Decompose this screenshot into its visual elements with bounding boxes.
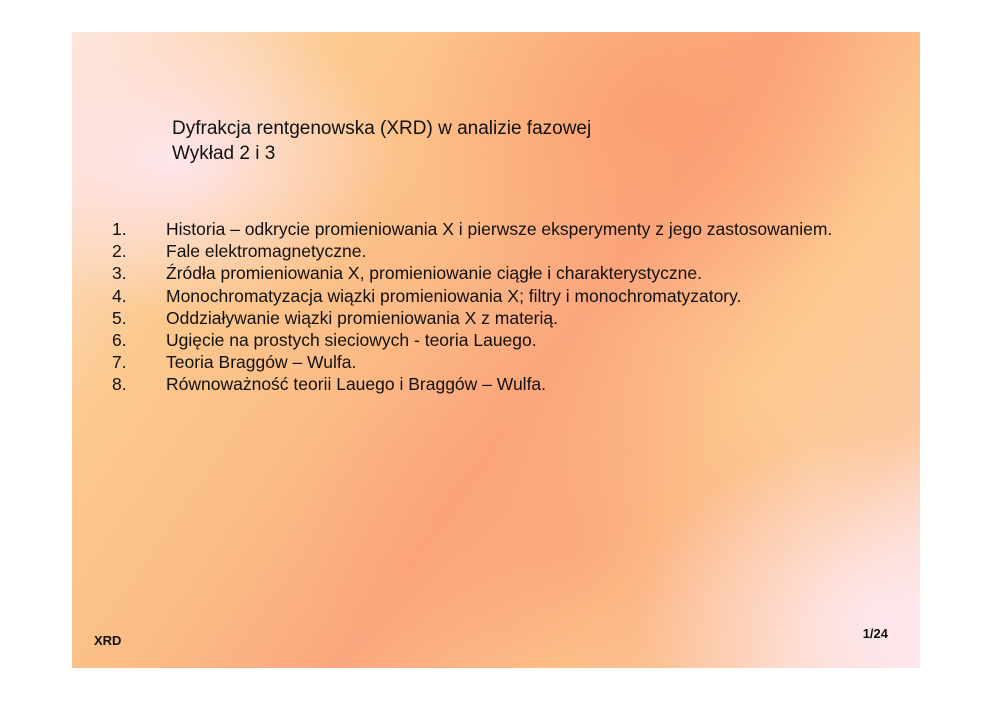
slide [72,32,920,668]
list-item-text: Ugięcie na prostych sieciowych - teoria Lauego. [166,330,537,351]
list-item-text: Historia – odkrycie promieniowania X i pierwsze eksperymenty z jego zastosowaniem. [166,219,833,239]
list-item [112,240,832,262]
list-item-number: 4. [112,285,127,306]
list-item-text: Oddziaływanie wiązki promieniowania X z materią. [166,307,558,328]
list-item [112,373,832,395]
footer-label: XRD [94,633,122,648]
page-number: 1/24 [862,626,888,641]
title-line-subtitle: Wykład 2 i 3 [172,143,276,164]
list-item-number: 6. [112,330,127,351]
list-item [112,285,832,307]
list-item-text: Fale elektromagnetyczne. [166,241,367,262]
list-item-text: Równoważność teorii Lauego i Braggów – Wulfa. [166,374,547,395]
list-item-number: 2. [112,241,127,262]
list-item-text: Źródła promieniowania X, promieniowanie ciągłe i charakterystyczne. [166,263,702,284]
list-item [112,307,832,329]
list-item-number: 8. [112,374,127,395]
title-line-main: Dyfrakcja rentgenowska (XRD) w analizie fazowej [172,118,592,139]
list-item-number: 5. [112,307,127,328]
list-item [112,262,832,284]
list-item [112,351,832,373]
list-item-number: 7. [112,352,127,373]
list-item-text: Teoria Braggów – Wulfa. [166,352,357,373]
list-item-number: 3. [112,263,127,284]
slide-title [172,116,591,166]
list-item [112,218,832,240]
topic-list [112,218,832,396]
list-item-number: 1. [112,219,127,239]
list-item [112,329,832,351]
list-item-text: Monochromatyzacja wiązki promieniowania X; filtry i monochromatyzatory. [166,285,742,306]
